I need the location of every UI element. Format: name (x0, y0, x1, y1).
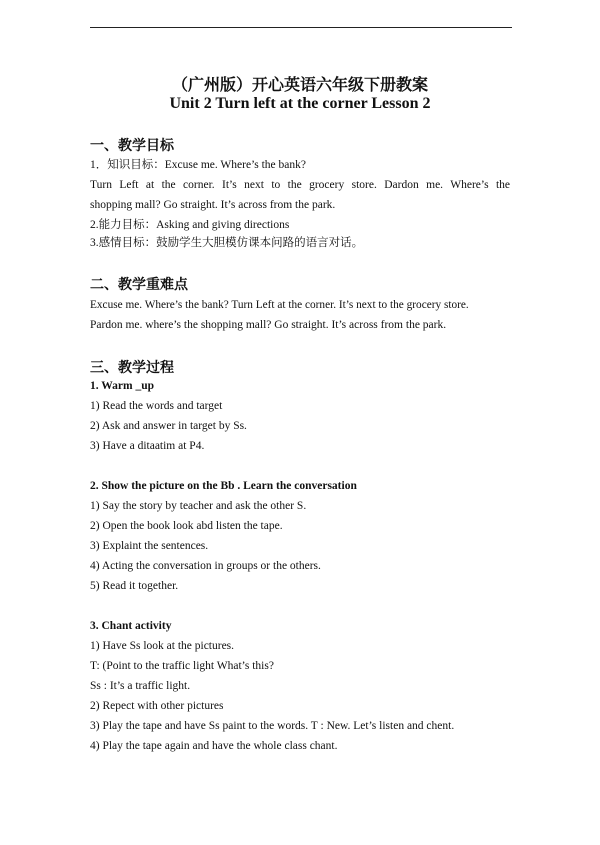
step-item: Ss : It’s a traffic light. (90, 680, 191, 692)
objective-line: 3.感情目标：鼓励学生大胆模仿课本问路的语言对话。 (90, 237, 364, 249)
top-rule (90, 27, 512, 28)
key-point-line: Pardon me. where’s the shopping mall? Go straight. It’s across from the park. (90, 319, 447, 331)
step-item: 2) Ask and answer in target by Ss. (90, 420, 247, 432)
step-item: 3) Have a ditaatim at P4. (90, 440, 205, 452)
step-item: T: (Point to the traffic light What’s this? (90, 660, 274, 672)
section-heading-procedure: 三、教学过程 (90, 360, 174, 376)
step-item: 1) Read the words and target (90, 400, 223, 412)
document-title: （广州版）开心英语六年级下册教案 (171, 75, 428, 94)
step-item: 3) Explaint the sentences. (90, 540, 209, 552)
step-item: 4) Acting the conversation in groups or the others. (90, 560, 321, 572)
step-item: 2) Repect with other pictures (90, 700, 224, 712)
step-item: 2) Open the book look abd listen the tape. (90, 520, 283, 532)
section-heading-key-points: 二、教学重难点 (90, 277, 188, 293)
section-heading-objectives: 一、教学目标 (90, 138, 174, 154)
step-item: 3) Play the tape and have Ss paint to the words. T : New. Let’s listen and chent. (90, 720, 455, 732)
objective-line: shopping mall? Go straight. It’s across from the park. (90, 199, 336, 211)
step-title-chant: 3. Chant activity (90, 620, 172, 632)
step-item: 5) Read it together. (90, 580, 179, 592)
lesson-title: Unit 2 Turn left at the corner Lesson 2 (169, 95, 431, 112)
objective-line: 1．知识目标：Excuse me. Where’s the bank? (90, 159, 306, 171)
key-point-line: Excuse me. Where’s the bank? Turn Left at the corner. It’s next to the grocery store. (90, 299, 469, 311)
step-item: 4) Play the tape again and have the whole class chant. (90, 740, 338, 752)
step-item: 1) Have Ss look at the pictures. (90, 640, 235, 652)
objective-line: 2.能力目标：Asking and giving directions (90, 219, 290, 231)
step-title-warmup: 1. Warm _up (90, 380, 155, 392)
objective-line: Turn Left at the corner. It’s next to the grocery store. Dardon me. Where’s the (90, 179, 510, 191)
step-title-conversation: 2. Show the picture on the Bb . Learn the conversation (90, 480, 357, 492)
step-item: 1) Say the story by teacher and ask the other S. (90, 500, 307, 512)
